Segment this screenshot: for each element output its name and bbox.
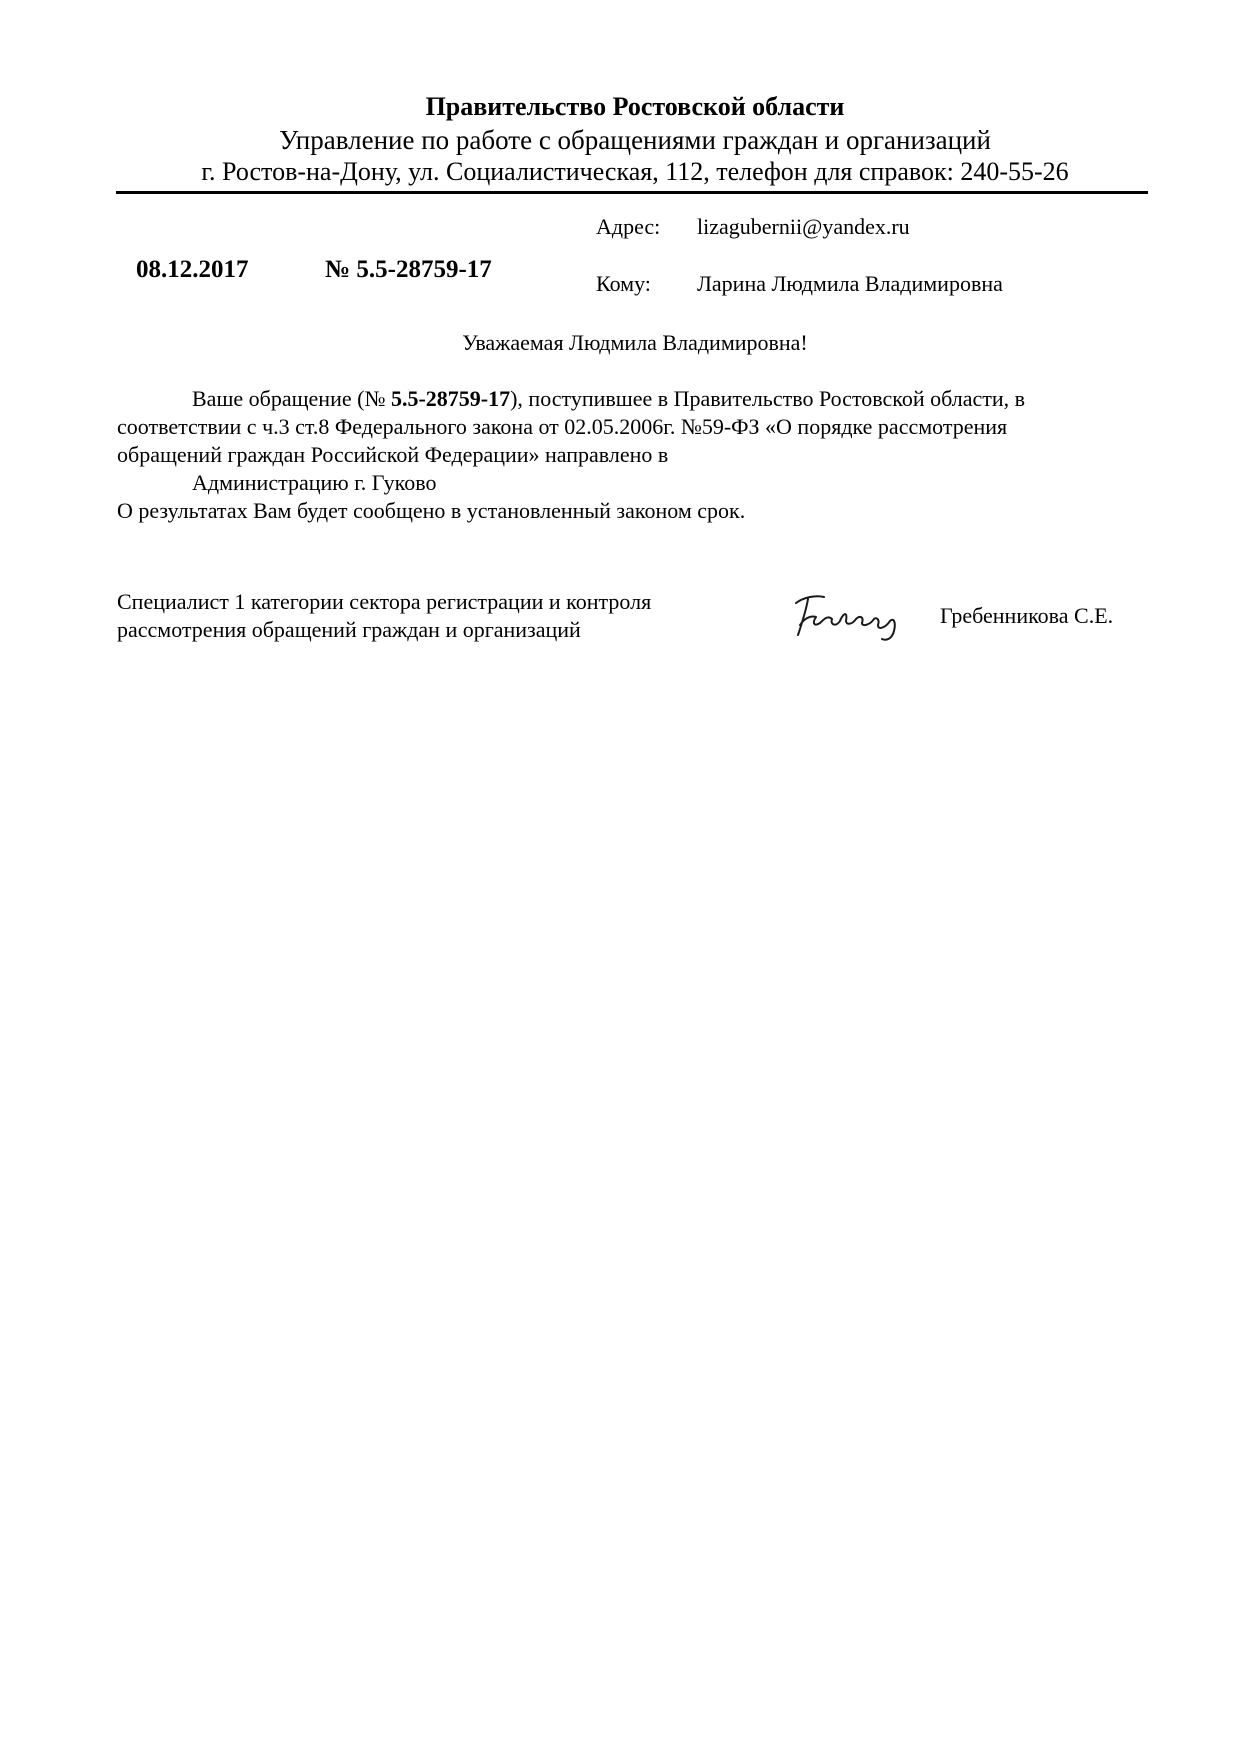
address-label: Адрес: — [596, 214, 661, 239]
document-date: 08.12.2017 — [136, 256, 249, 283]
body-line-1-suffix: ), поступившее в Правительство Ростовской области, в — [510, 386, 1026, 411]
signer-name: Гребенникова С.Е. — [940, 603, 1114, 628]
handwritten-signature — [790, 585, 910, 645]
letter-body — [117, 385, 1157, 525]
body-line-5: О результатах Вам будет сообщено в установленный законом срок. — [117, 498, 746, 523]
body-line-4: Администрацию г. Гуково — [192, 470, 437, 495]
body-line-2: соответствии с ч.3 ст.8 Федерального закона от 02.05.2006г. №59-ФЗ «О порядке рассмотрения — [117, 414, 1008, 439]
address-value: lizagubernii@yandex.ru — [697, 214, 910, 239]
document-number: № 5.5-28759-17 — [325, 256, 492, 283]
body-line-3: обращений граждан Российской Федерации» направлено в — [117, 442, 669, 467]
body-line-1-prefix: Ваше обращение (№ — [192, 386, 391, 411]
recipient-label: Кому: — [596, 271, 651, 296]
department-name: Управление по работе с обращениями граждан и организаций — [279, 125, 991, 155]
signer-title — [117, 588, 651, 644]
body-line-1 — [117, 385, 1157, 413]
signer-title-line-2: рассмотрения обращений граждан и организаций — [117, 617, 581, 642]
signer-title-line-1: Специалист 1 категории сектора регистрации и контроля — [117, 589, 652, 614]
recipient-value: Ларина Людмила Владимировна — [697, 271, 1003, 296]
header-divider — [116, 191, 1148, 194]
organization-name: Правительство Ростовской области — [425, 92, 845, 121]
greeting: Уважаемая Людмила Владимировна! — [462, 330, 808, 355]
organization-address: г. Ростов-на-Дону, ул. Социалистическая, 112, телефон для справок: 240-55-26 — [201, 157, 1069, 186]
body-appeal-number: 5.5-28759-17 — [390, 386, 511, 411]
